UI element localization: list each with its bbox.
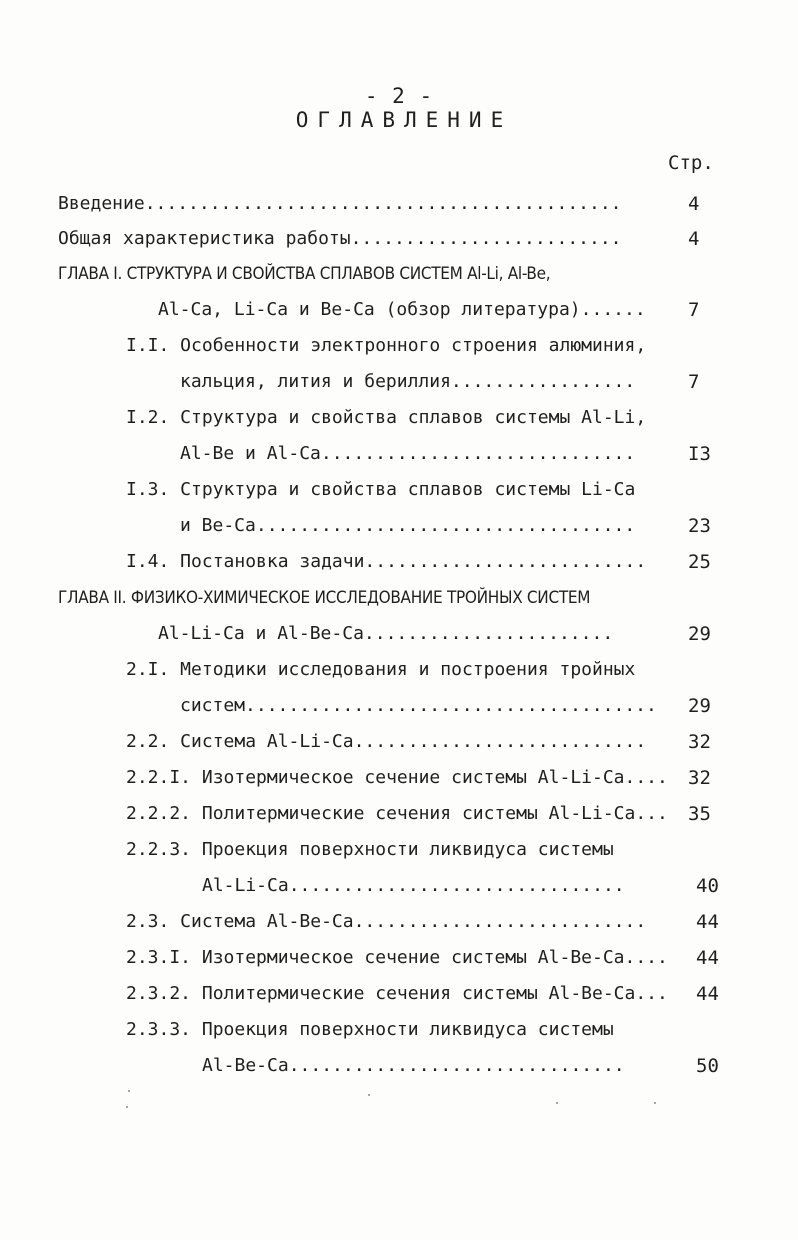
toc-entry-text: 2.2.3. Проекция поверхности ликвидуса системы [126, 839, 614, 860]
scan-speck [556, 1102, 558, 1104]
page-column-label: Стр. [668, 152, 714, 174]
toc-entry-text: I.4. Постановка задачи.......................... [126, 551, 647, 572]
toc-entry-text: и Be-Ca................................... [180, 515, 636, 536]
toc-entry-page: 29 [688, 695, 711, 717]
page-number: - 2 - [364, 84, 434, 108]
toc-entry-page: 7 [688, 299, 700, 321]
toc-entry [126, 838, 766, 862]
toc-entry-text: Al-Ca, Li-Ca и Be-Ca (обзор литература)...... [158, 299, 646, 320]
toc-entry [126, 406, 766, 430]
toc-entry [202, 1054, 762, 1078]
toc-entry-page: 7 [688, 371, 700, 393]
toc-entry-text: Al-Be-Ca............................... [202, 1055, 625, 1076]
toc-entry-page: 25 [688, 551, 711, 573]
toc-entry-page: 32 [688, 731, 711, 753]
toc-entry [126, 550, 766, 574]
toc-entry [158, 298, 758, 322]
scan-speck [128, 1090, 130, 1092]
toc-entry [126, 910, 766, 934]
toc-entry [126, 730, 766, 754]
toc-entry-text: I.I. Особенности электронного строения алюминия, [126, 335, 647, 356]
toc-entry-text: 2.3. Система Al-Be-Ca........................... [126, 911, 647, 932]
toc-entry [126, 766, 766, 790]
toc-entry [58, 227, 758, 251]
toc-entry-text: Al-Li-Ca............................... [202, 875, 625, 896]
toc-entry-text: 2.3.3. Проекция поверхности ликвидуса системы [126, 1019, 614, 1040]
toc-entry [158, 622, 758, 646]
toc-entry-page: 29 [688, 623, 711, 645]
toc-entry [126, 982, 766, 1006]
toc-entry-page: 44 [696, 947, 719, 969]
toc-entry-text: Al-Li-Ca и Al-Be-Ca....................... [158, 623, 614, 644]
toc-entry-text: I.3. Структура и свойства сплавов системы Li-Ca [126, 479, 636, 500]
scan-speck [654, 1102, 656, 1104]
toc-chapter-heading [58, 262, 758, 286]
toc-entry-text: систем...................................... [180, 695, 657, 716]
toc-entry [58, 192, 758, 216]
toc-entry-text: 2.2.2. Политермические сечения системы Al-Li-Ca... [126, 803, 668, 824]
toc-entry-page: 44 [696, 911, 719, 933]
toc-entry-page: 40 [696, 875, 719, 897]
toc-entry-text: 2.2. Система Al-Li-Ca........................... [126, 731, 647, 752]
toc-entry [126, 946, 766, 970]
toc-entry-text: Общая характеристика работы......................... [58, 228, 622, 249]
toc-entry [126, 478, 766, 502]
toc-entry [180, 370, 760, 394]
toc-entry-text: ГЛАВА II. ФИЗИКО-ХИМИЧЕСКОЕ ИССЛЕДОВАНИЕ ТРОЙНЫХ СИСТЕМ [58, 588, 591, 608]
toc-entry-page: 44 [696, 983, 719, 1005]
toc-entry-text: 2.2.I. Изотермическое сечение системы Al-Li-Ca.... [126, 767, 668, 788]
page-title: ОГЛАВЛЕНИЕ [295, 108, 513, 132]
toc-entry-text: I.2. Структура и свойства сплавов системы Al-Li, [126, 407, 647, 428]
toc-entry [180, 514, 760, 538]
toc-entry-page: 35 [688, 803, 711, 825]
toc-entry [126, 334, 766, 358]
toc-entry [180, 694, 760, 718]
toc-entry-page: 50 [696, 1055, 719, 1077]
toc-entry [202, 874, 762, 898]
scan-speck [126, 1106, 128, 1108]
toc-entry-page: 23 [688, 515, 711, 537]
toc-chapter-heading [58, 586, 758, 610]
scan-speck [368, 1094, 370, 1096]
toc-entry [126, 1018, 766, 1042]
toc-entry [180, 442, 760, 466]
toc-entry-page: I3 [688, 443, 711, 465]
toc-entry [126, 658, 766, 682]
toc-entry-page: 4 [688, 193, 700, 215]
toc-entry [126, 802, 766, 826]
toc-entry-text: 2.3.I. Изотермическое сечение системы Al-Be-Ca.... [126, 947, 668, 968]
toc-entry-text: 2.3.2. Политермические сечения системы Al-Be-Ca... [126, 983, 668, 1004]
toc-entry-page: 32 [688, 767, 711, 789]
toc-entry-page: 4 [688, 228, 700, 250]
toc-entry-text: Введение............................................ [58, 193, 622, 214]
toc-entry-text: 2.I. Методики исследования и построения тройных [126, 659, 636, 680]
toc-entry-text: кальция, лития и бериллия................. [180, 371, 636, 392]
toc-entry-text: ГЛАВА I. СТРУКТУРА И СВОЙСТВА СПЛАВОВ СИСТЕМ Al-Li, Al-Be, [58, 264, 551, 284]
toc-entry-text: Al-Be и Al-Ca............................. [180, 443, 636, 464]
